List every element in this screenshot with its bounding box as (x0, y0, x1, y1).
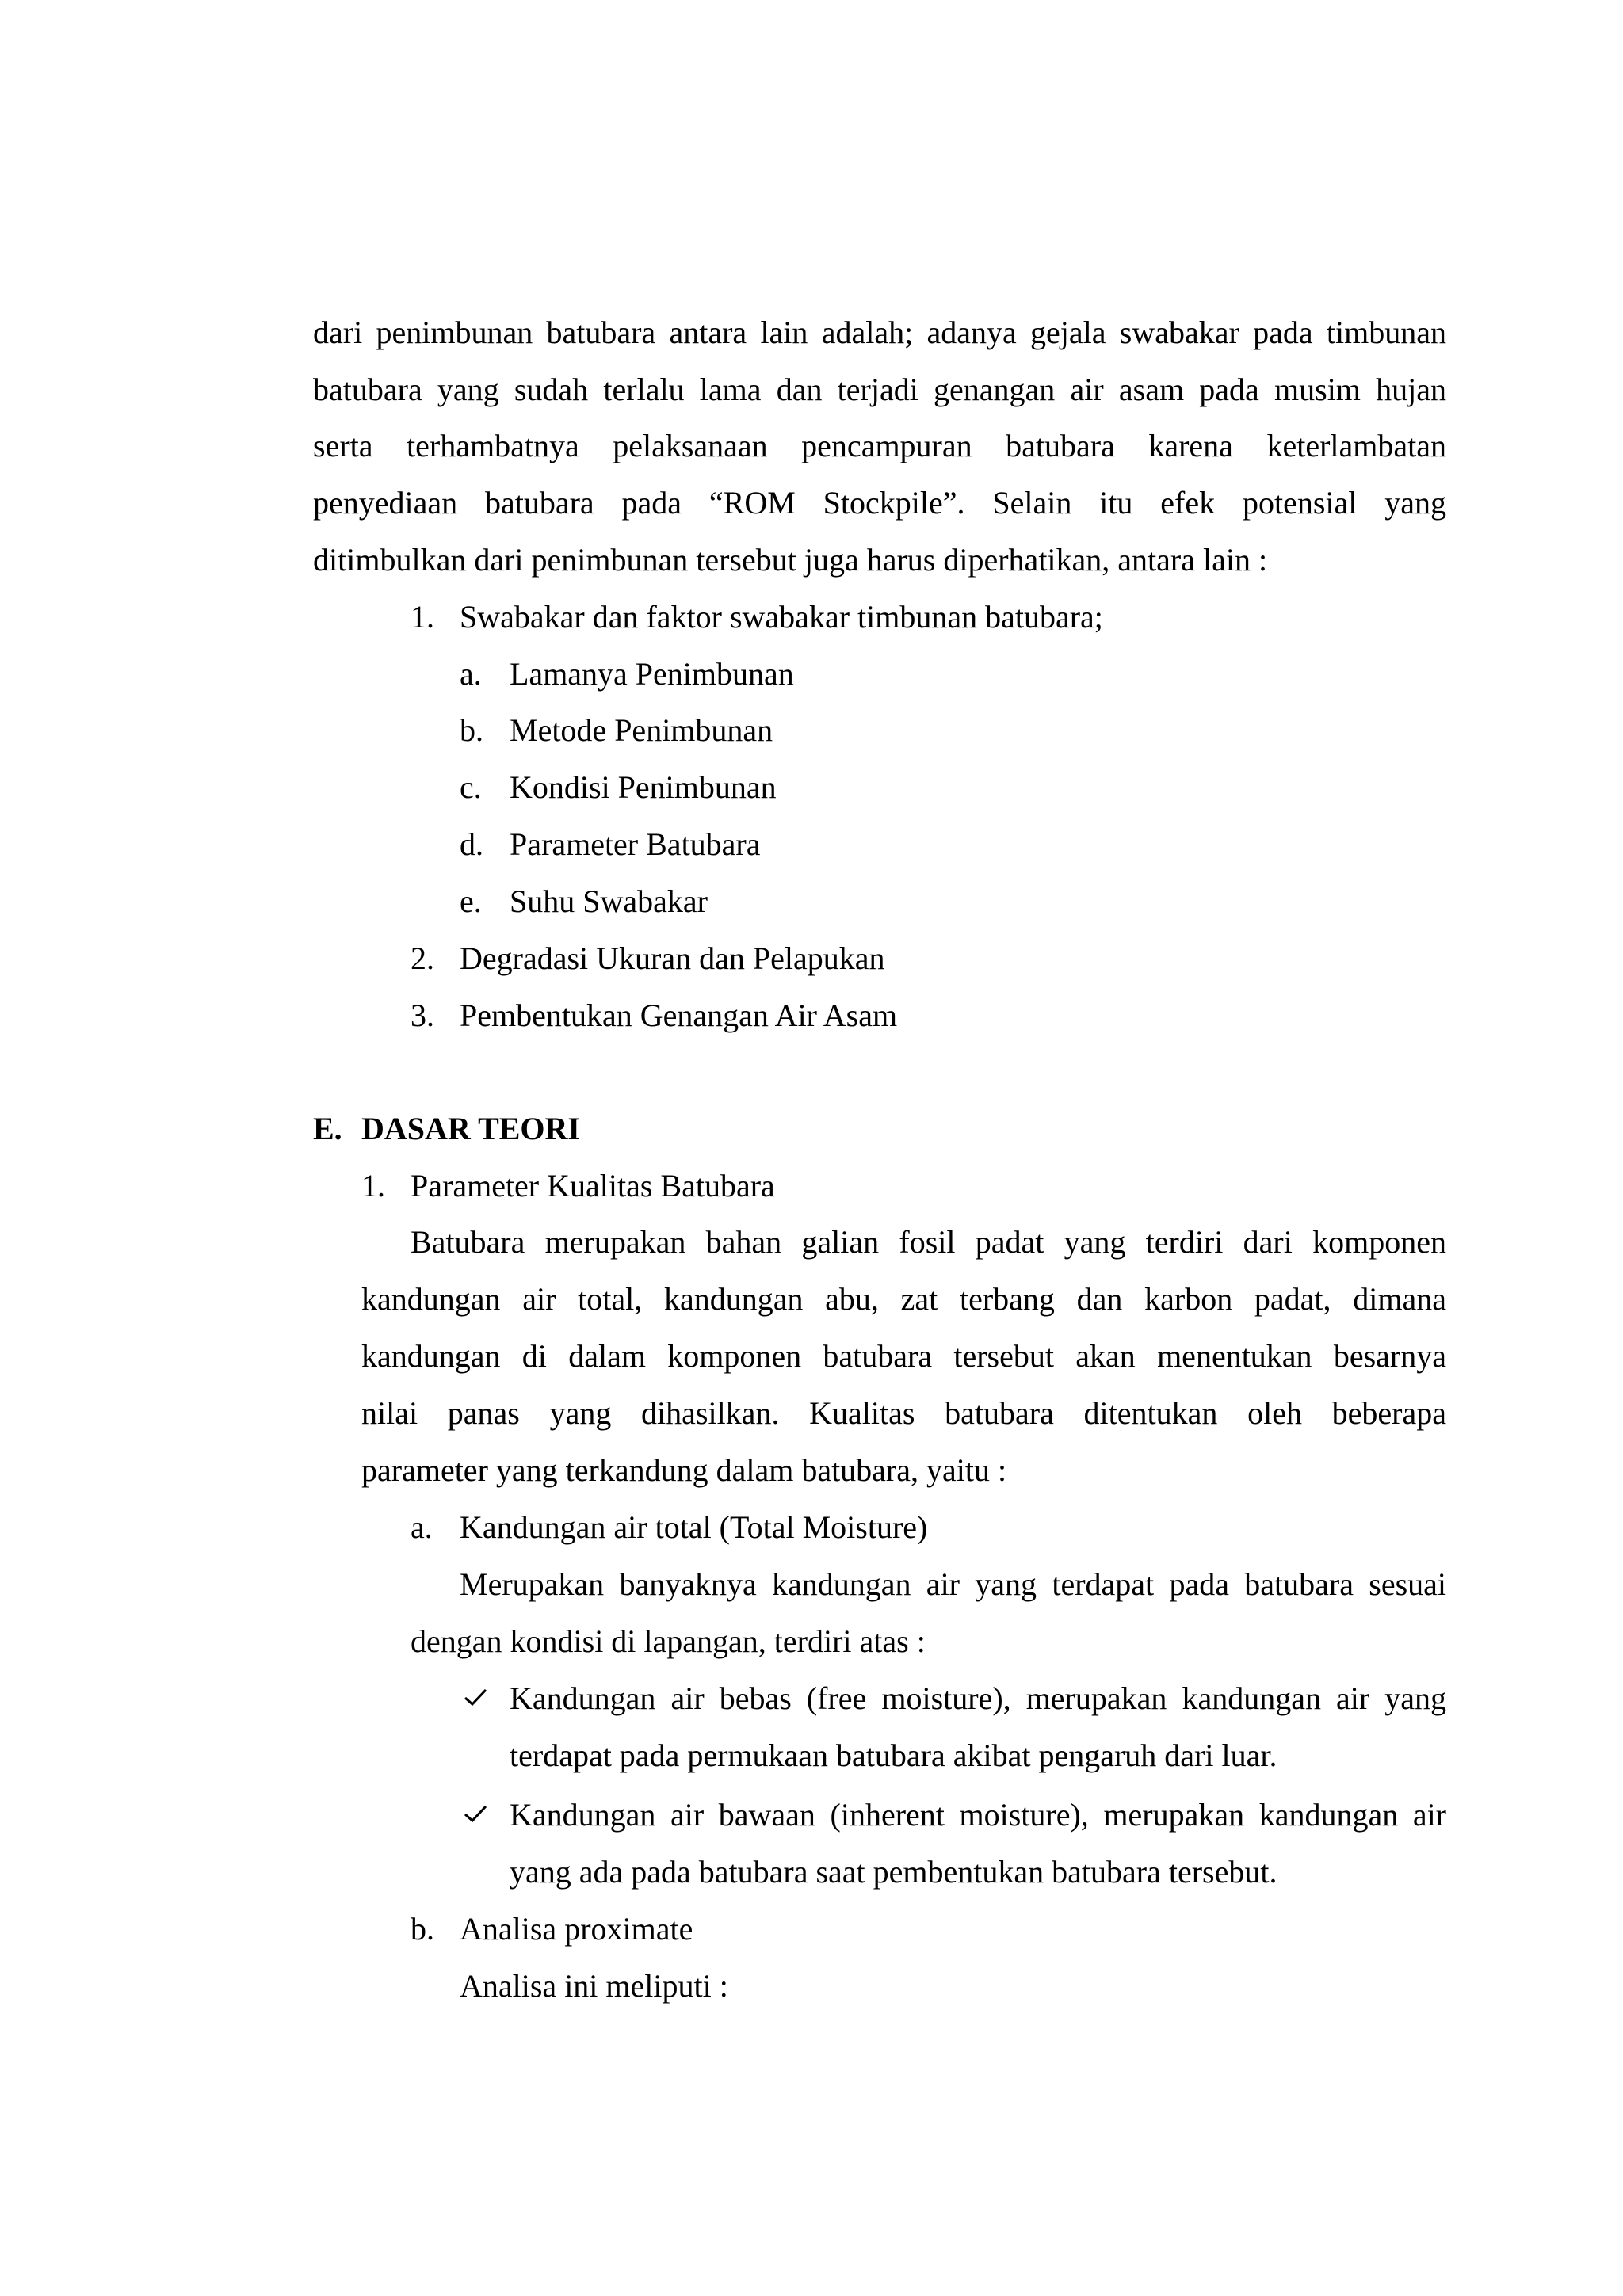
paragraph-line: ditimbulkan dari penimbunan tersebut juga harus diperhatikan, antara lain : (313, 542, 1268, 578)
paragraph-line: Analisa ini meliputi : (460, 1968, 728, 2004)
section-marker: E. (313, 1111, 342, 1146)
list-marker: e. (460, 883, 482, 919)
checkmark-icon (464, 1795, 487, 1835)
list-marker: 2. (411, 940, 434, 976)
paragraph-line: kandungan di dalam komponen batubara tersebut akan menentukan besarnya (361, 1338, 1446, 1374)
list-item: Metode Penimbunan (510, 712, 773, 748)
list-item-heading: Kandungan air total (Total Moisture) (460, 1509, 928, 1545)
paragraph-line: kandungan air total, kandungan abu, zat terbang dan karbon padat, dimana (361, 1281, 1446, 1317)
subsection-marker: 1. (361, 1168, 385, 1203)
list-item: Kondisi Penimbunan (510, 769, 777, 805)
list-item-heading: Analisa proximate (460, 1911, 693, 1947)
paragraph-line: penyediaan batubara pada “ROM Stockpile”. Selain itu efek potensial yang (313, 485, 1446, 521)
check-item-line: Kandungan air bawaan (inherent moisture), merupakan kandungan air (510, 1797, 1446, 1833)
list-marker: a. (411, 1509, 433, 1545)
paragraph-line: serta terhambatnya pelaksanaan pencampuran batubara karena keterlambatan (313, 428, 1446, 463)
section-title: DASAR TEORI (361, 1111, 580, 1146)
check-item-line: terdapat pada permukaan batubara akibat pengaruh dari luar. (510, 1737, 1277, 1773)
list-marker: a. (460, 656, 482, 692)
paragraph-line: Merupakan banyaknya kandungan air yang terdapat pada batubara sesuai (460, 1566, 1446, 1602)
list-item: Swabakar dan faktor swabakar timbunan batubara; (460, 599, 1103, 635)
paragraph-line: batubara yang sudah terlalu lama dan terjadi genangan air asam pada musim hujan (313, 372, 1446, 407)
paragraph-line: dengan kondisi di lapangan, terdiri atas : (411, 1623, 926, 1659)
checkmark-icon (464, 1679, 487, 1718)
list-marker: b. (411, 1911, 434, 1947)
list-item: Lamanya Penimbunan (510, 656, 794, 692)
paragraph-line: nilai panas yang dihasilkan. Kualitas batubara ditentukan oleh beberapa (361, 1395, 1446, 1431)
list-marker: b. (460, 712, 483, 748)
paragraph-line: Batubara merupakan bahan galian fosil padat yang terdiri dari komponen (411, 1224, 1446, 1260)
list-item: Parameter Batubara (510, 826, 761, 862)
list-marker: 3. (411, 997, 434, 1033)
check-item-line: Kandungan air bebas (free moisture), merupakan kandungan air yang (510, 1680, 1446, 1716)
list-item: Degradasi Ukuran dan Pelapukan (460, 940, 885, 976)
paragraph-line: parameter yang terkandung dalam batubara, yaitu : (361, 1452, 1007, 1488)
list-item: Pembentukan Genangan Air Asam (460, 997, 898, 1033)
list-marker: 1. (411, 599, 434, 635)
list-item: Suhu Swabakar (510, 883, 708, 919)
paragraph-line: dari penimbunan batubara antara lain adalah; adanya gejala swabakar pada timbunan (313, 315, 1446, 350)
list-marker: d. (460, 826, 483, 862)
subsection-title: Parameter Kualitas Batubara (411, 1168, 775, 1203)
list-marker: c. (460, 769, 482, 805)
check-item-line: yang ada pada batubara saat pembentukan batubara tersebut. (510, 1854, 1277, 1890)
